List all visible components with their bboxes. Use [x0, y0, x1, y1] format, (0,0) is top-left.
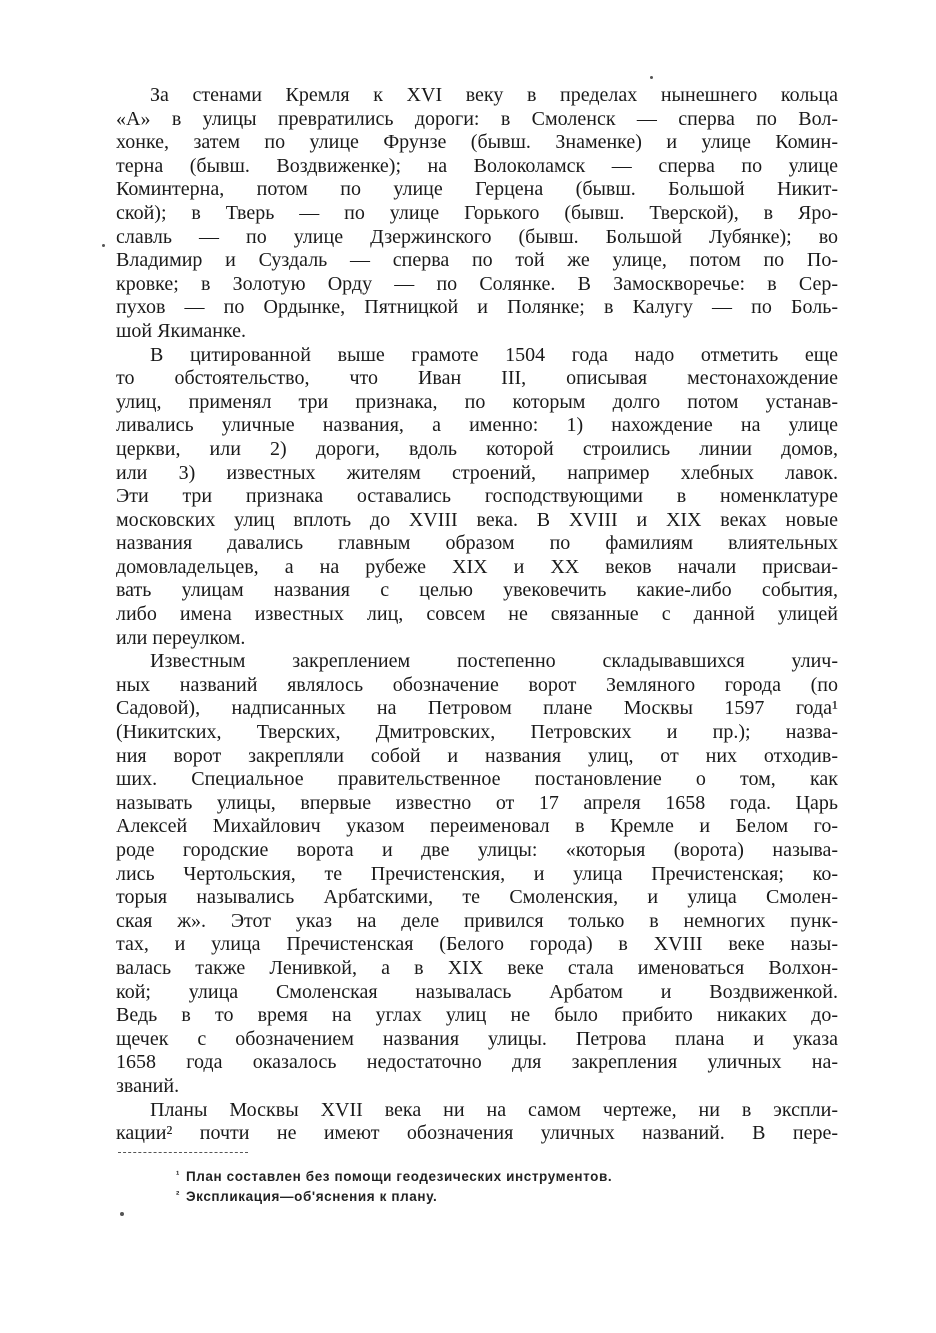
text-line: то обстоятельство, что Иван III, описывая местонахождение: [116, 367, 838, 390]
text-line: кровке; в Золотую Орду — по Солянке. В Замоскворечье: в Сер-: [116, 272, 838, 295]
text-line: вать улицам названия с целью увековечить какие-либо события,: [116, 579, 838, 602]
footnote-mark: ²: [176, 1190, 180, 1201]
text-line: валась также Ленивкой, а в XIX веке стала именоваться Волхон-: [116, 956, 838, 979]
scan-speck: [102, 244, 105, 247]
text-line: Садовой), надписанных на Петровом плане Москвы 1597 года¹: [116, 697, 838, 720]
text-line: ших. Специальное правительственное постановление о том, как: [116, 768, 838, 791]
text-line: тах, и улица Пречистенская (Белого города) в XVIII веке назы-: [116, 933, 838, 956]
paragraph-4: [116, 1099, 838, 1146]
paragraph-3: [116, 650, 838, 1098]
text-line: Эти три признака оставались господствующими в номенклатуре: [116, 485, 838, 508]
text-line: Известным закреплением постепенно складывавшихся улич-: [150, 650, 838, 673]
text-line: За стенами Кремля к XVI веку в пределах нынешнего кольца: [150, 84, 838, 106]
text-line: шой Якиманке.: [116, 319, 247, 342]
text-line: хонке, затем по улице Фрунзе (бывш. Знаменке) и улице Комин-: [116, 131, 838, 154]
text-line: роде городские ворота и две улицы: «которыя (ворота) называ-: [116, 839, 838, 861]
footnote-text: Экспликация—об'яснения к плану.: [185, 1189, 438, 1204]
text-line: лись Чертольския, те Пречистенския, и улица Пречистенская; ко-: [116, 862, 838, 885]
text-line: щечек с обозначением названия улицы. Петрова плана и указа: [116, 1027, 838, 1050]
text-line: домовладельцев, а на рубеже XIX и XX веков начали присваи-: [116, 555, 838, 578]
text-line: называть улицы, впервые известно от 17 апреля 1658 года. Царь: [116, 791, 838, 814]
text-line: торыя назывались Арбатскими, те Смоленския, и улица Смолен-: [116, 886, 838, 909]
footnotes: [176, 1166, 736, 1206]
text-line: кой; улица Смоленская называлась Арбатом и Воздвиженкой.: [116, 980, 838, 1003]
main-text: [116, 84, 838, 1146]
text-line: Ведь в то время на углах улиц не было прибито никаких до-: [116, 1004, 838, 1027]
footnote-separator: [118, 1152, 248, 1153]
text-line: церкви, или 2) дороги, вдоль которой строились линии домов,: [116, 437, 838, 460]
text-line: Алексей Михайлович указом переименовал в Кремле и Белом го-: [116, 815, 838, 838]
text-line: кации² почти не имеют обозначения уличных названий. В пере-: [116, 1122, 838, 1145]
text-line: или 3) известных жителям строений, например хлебных лавок.: [116, 461, 838, 484]
footnote-2: [176, 1186, 736, 1206]
text-line: названия давались главным образом по фамилиям влиятельных: [116, 532, 838, 555]
text-line: либо имена известных лиц, совсем не связанные с данной улицей: [116, 603, 838, 626]
text-line: или переулком.: [116, 626, 246, 649]
text-line: пухов — по Ордынке, Пятницкой и Полянке; в Калугу — по Боль-: [116, 296, 838, 319]
footnote-text: План составлен без помощи геодезических инструментов.: [185, 1169, 613, 1184]
text-line: московских улиц вплоть до XVIII века. В XVIII и XIX веках новые: [116, 508, 838, 531]
text-line: Владимир и Суздаль — сперва по той же улице, потом по По-: [116, 249, 838, 272]
text-line: «А» в улицы превратились дороги: в Смоленск — сперва по Вол-: [116, 107, 838, 130]
scan-speck: [120, 1212, 124, 1216]
footnote-mark: ¹: [176, 1170, 180, 1181]
text-line: ской); в Тверь — по улице Горького (бывш. Тверской), в Яро-: [116, 201, 838, 224]
text-line: ния ворот закрепляли собой и названия улиц, от них отходив-: [116, 744, 838, 767]
text-line: Коминтерна, потом по улице Герцена (бывш. Большой Никит-: [116, 178, 838, 201]
text-line: ных названий являлось обозначение ворот Земляного города (по: [116, 673, 838, 696]
scan-speck: [650, 76, 653, 79]
text-line: 1658 года оказалось недостаточно для закрепления уличных на-: [116, 1051, 838, 1074]
footnote-1: [176, 1166, 736, 1186]
text-line: ливались уличные названия, а именно: 1) нахождение на улице: [116, 414, 838, 437]
text-line: званий.: [116, 1074, 180, 1097]
paragraph-2: [116, 344, 838, 651]
text-line: улиц, применял три признака, по которым долго потом устанав-: [116, 390, 838, 413]
text-line: ская ж». Этот указ на деле привился только в немногих пунк-: [116, 909, 838, 932]
text-line: терна (бывш. Воздвиженке); на Волоколамск — сперва по улице: [116, 154, 838, 177]
text-line: Планы Москвы XVII века ни на самом чертеже, ни в экспли-: [150, 1098, 838, 1121]
text-line: (Никитских, Тверских, Дмитровских, Петровских и пр.); назва-: [116, 721, 838, 744]
text-line: В цитированной выше грамоте 1504 года надо отметить еще: [150, 343, 838, 366]
paragraph-1: [116, 84, 838, 344]
text-line: славль — по улице Дзержинского (бывш. Большой Лубянке); во: [116, 225, 838, 248]
